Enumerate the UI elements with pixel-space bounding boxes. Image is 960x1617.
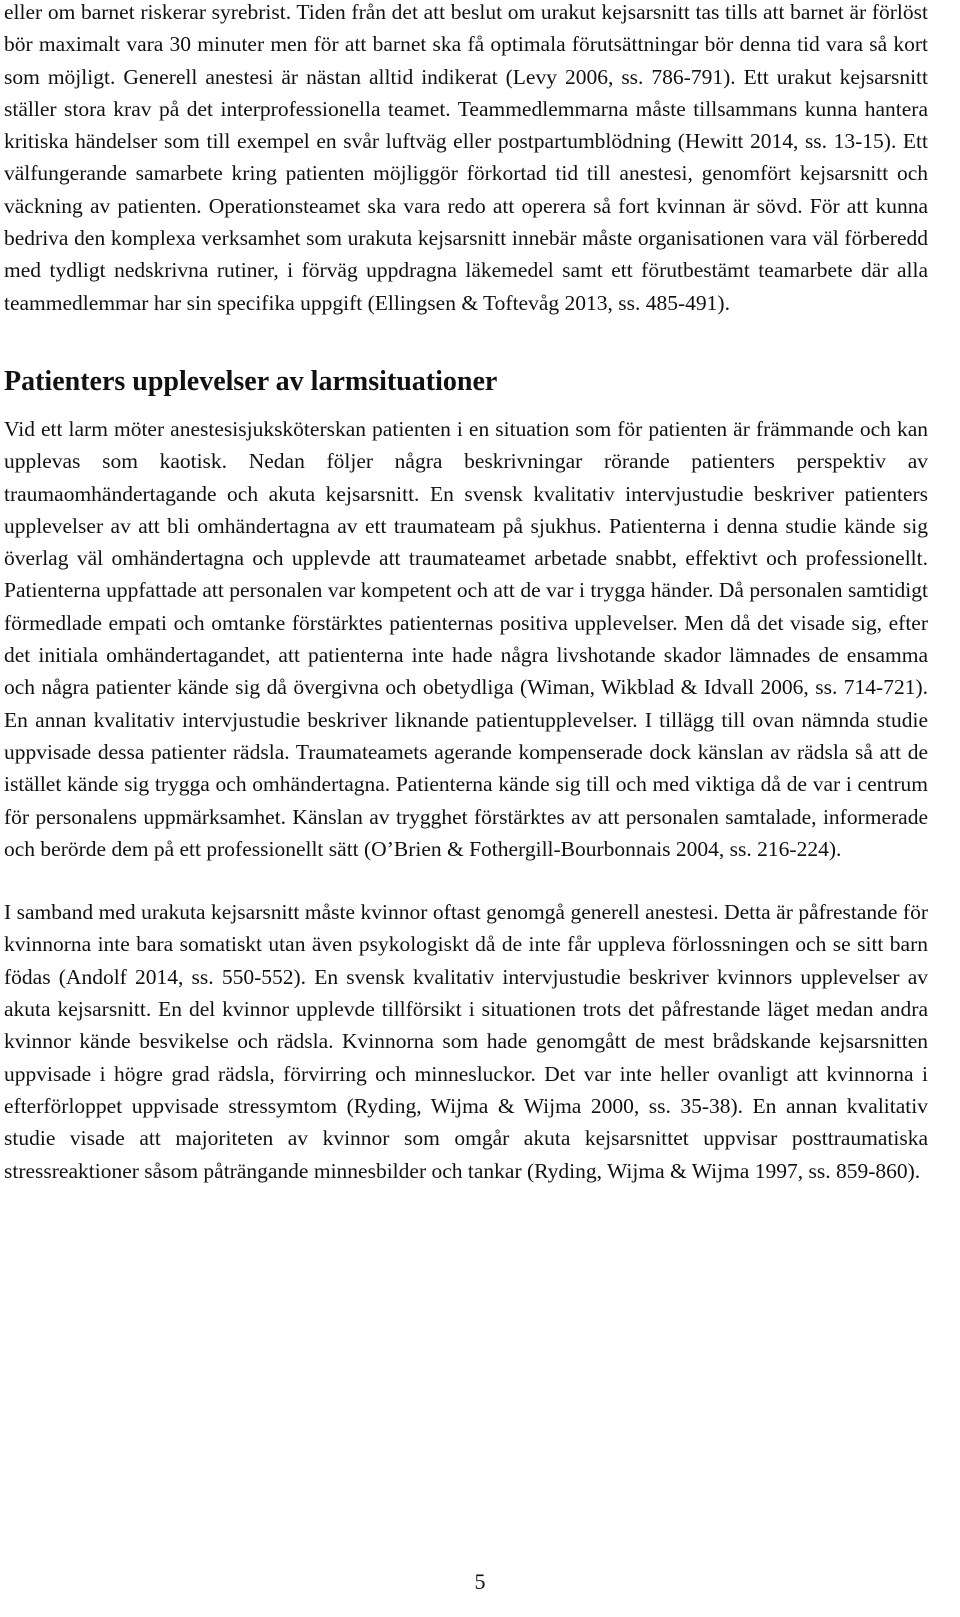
document-page: [4, 0, 928, 1187]
paragraph-spacer: [4, 865, 928, 896]
body-paragraph-caesarean: I samband med urakuta kejsarsnitt måste kvinnor oftast genomgå generell anestesi. Detta är påfrestande för kvinnorna inte bara somatiskt utan även psykologiskt då de inte får uppleva förlossningen och se sitt barn födas (Andolf 2014, ss. 550-552). En svensk kvalitativ intervjustudie beskriver kvinnors upplevelser av akuta kejsarsnitt. En del kvinnor upplevde tillförsikt i situationen trots det påfrestande läget medan andra kvinnor kände besvikelse och rädsla. Kvinnorna som hade genomgått de mest brådskande kejsarsnitten uppvisade i högre grad rädsla, förvirring och minnesluckor. Det var inte heller ovanligt att kvinnorna i efterförloppet uppvisade stressymtom (Ryding, Wijma & Wijma 2000, ss. 35-38). En annan kvalitativ studie visade att majoriteten av kvinnor som omgår akuta kejsarsnittet uppvisar posttraumatiska stressreaktioner såsom påträngande minnesbilder och tankar (Ryding, Wijma & Wijma 1997, ss. 859-860).: [4, 900, 928, 1183]
body-paragraph-patient-experiences: Vid ett larm möter anestesisjuksköterskan patienten i en situation som för patienten är främmande och kan upplevas som kaotisk. Nedan följer några beskrivningar rörande patienters perspektiv av traumaomhändertagande och akuta kejsarsnitt. En svensk kvalitativ intervjustudie beskriver patienters upplevelser av att bli omhändertagna av ett traumateam på sjukhus. Patienterna i denna studie kände sig överlag väl omhändertagna och upplevde att traumateamet arbetade snabbt, effektivt och professionellt. Patienterna uppfattade att personalen var kompetent och att de var i trygga händer. Då personalen samtidigt förmedlade empati och omtanke förstärktes patienternas positiva upplevelser. Men då det visade sig, efter det initiala omhändertagandet, att patienterna inte hade några livshotande skador lämnades de ensamma och några patienter kände sig då övergivna och obetydliga (Wiman, Wikblad & Idvall 2006, ss. 714-721). En annan kvalitativ intervjustudie beskriver liknande patientupplevelser. I tillägg till ovan nämnda studie uppvisade dessa patienter rädsla. Traumateamets agerande kompenserade dock känslan av rädsla så att de istället kände sig trygga och omhändertagna. Patienterna kände sig till och med viktiga då de var i centrum för personalens uppmärksamhet. Känslan av trygghet förstärktes av att personalen samtalade, informerade och berörde dem på ett professionellt sätt (O’Brien & Fothergill-Bourbonnais 2004, ss. 216-224).: [4, 416, 928, 861]
page-number: 5: [474, 1569, 486, 1594]
section-heading: Patienters upplevelser av larmsituationer: [4, 365, 498, 397]
body-paragraph-intro: eller om barnet riskerar syrebrist. Tiden från det att beslut om urakut kejsarsnitt tas tills att barnet är förlöst bör maximalt vara 30 minuter men för att barnet ska få optimala förutsättningar bör denna tid vara så kort som möjligt. Generell anestesi är nästan alltid indikerat (Levy 2006, ss. 786-791). Ett urakut kejsarsnitt ställer stora krav på det interprofessionella teamet. Teammedlemmarna måste tillsammans kunna hantera kritiska händelser som till exempel en svår luftväg eller postpartumblödning (Hewitt 2014, ss. 13-15). Ett välfungerande samarbete kring patienten möjliggör förkortad tid till anestesi, genomfört kejsarsnitt och väckning av patienten. Operationsteamet ska vara redo att operera så fort kvinnan är sövd. För att kunna bedriva den komplexa verksamhet som urakuta kejsarsnitt innebär måste organisationen vara väl förberedd med tydligt nedskrivna rutiner, i förväg uppdragna läkemedel samt ett förutbestämt teamarbete där alla teammedlemmar har sin specifika uppgift (Ellingsen & Toftevåg 2013, ss. 485-491).: [4, 0, 928, 315]
